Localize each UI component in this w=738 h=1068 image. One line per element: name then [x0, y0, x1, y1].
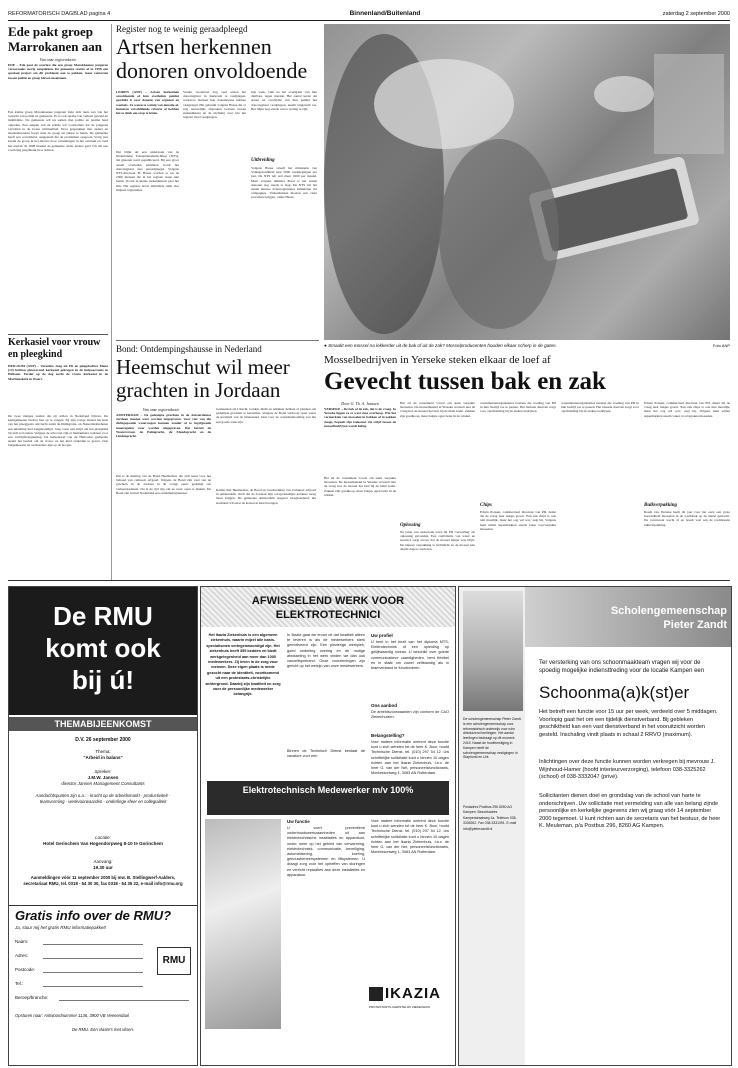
mossel-kicker: Mosselbedrijven in Yerseke steken elkaar de loef af	[324, 354, 551, 366]
rmu-spreker-role: director Jansen Management Consultants	[61, 781, 145, 786]
rmu-aanvang-label: Aanvang:	[93, 859, 113, 864]
masthead-left: REFORMATORISCH DAGBLAD pagina 4	[8, 11, 111, 17]
mossel-subhead-2: Chips	[480, 503, 492, 508]
zandt-body-3: Sollicitanten dienen doel en grondslag van de school van harte te onderschrijven. Uw sollicitatie met vermelding van alle van belang zijnde persoonlijke en kerkelijke gegevens zien wij graag vóór 14 september 2000 tegemoet. U kunt richten aan de secretaris van het bestuur, de heer K. Meuleman, p/a Postbus 296, 8260 AG Kampen.	[539, 793, 721, 830]
photo-credit: Foto ANP	[712, 343, 730, 348]
ikazia-title-2: ELEKTROTECHNICI	[275, 609, 381, 621]
mossel-subhead-1: Oplossing	[400, 523, 421, 528]
mossel-byline: Door G. Th. A. Janssen	[341, 401, 379, 406]
rmu-spreker-label: Spreker:	[94, 769, 112, 774]
photo-caption	[324, 343, 684, 348]
mossel-lead: YERSEKE – De bak of de zak, dat is de vraag. In Yerseke liggen ze er weer mee overhoop. Wie het vermarkten van mosselen in bakken of in zakken slaagt, bepaalt zijn toekomst. De strijd tussen de mosselbedrijven wordt heftig.	[324, 407, 396, 428]
donoren-lead: LEIDEN (ANP) – Artsen herkennen onvoldoende of hun overleden patiënt geschikt is voor donatie van organen en weefsels. Ze weten te weinig van donatie af, hanteren verschillende criteria of hebben het te druk om erop te letten.	[116, 90, 179, 116]
zandt-title: Schoonma(a)k(st)er	[539, 683, 690, 702]
mossel-title: Gevecht tussen bak en zak	[324, 368, 606, 395]
ikazia-profiel: U bent in het bezit van het diploma MTS-Elektrotechniek of een opleiding op gelijkwaardig niveau. U beschikt over goede communicatieve vaardigheden, bent flexibel en in staat om zowel zelfstandig als in teamverband te functioneren.	[371, 640, 449, 671]
marrokanen-body: Een kleine groep Marokkaanse jongeren trekt zich niets aan van het toezicht van politie en gemeente. Er is ook sprake van verbaal geweld en intimidatie. De gemeente wil nu samen met politie en justitie hard optreden. Een aanpak van de politie wil voorkomen dat de jongeren vervallen in de zware criminaliteit. Door gesprekken met ouders en moskeebesturen hoopt men de groep uit elkaar te halen. De gemeente heeft een coördinator aangesteld die de problemen opspoort. Vorig jaar kwam de groep in het nieuws door vernielingen in het centrum en rond het station. In 1998 maakte de gemeente onder andere geld vrij om een voorlopig jeugdhonk in te richten.	[8, 110, 108, 152]
ikazia-header-bg	[201, 587, 455, 627]
donoren-body-d: Volgens Haase streeft het ministerie van Volksgezondheid naar 5000 raadplegingen per jaar. De NTS telt wel meer 1000 per maand. Maar volgens minister Borst is het aantal donoren nog steeds te laag. De NTS wil het aantal nieuwe donorregistraties stimuleren via campagnes. 'Ziekenhuizen moeten een vaste procedure krijgen,' aldus Haase.	[251, 166, 317, 200]
photo-caption-text: Smaakt een mossel na lekkerder uit de bak of uit de zak? Mosselproducenten houden elkaar scherp in de gaten.	[328, 343, 557, 348]
donoren-body-b: Verder verontrust nog veel artsen het donorregister in Kerkrade te raadplegen, waardoor mensen hun donatiewens hebben vastgelegd. Het gebruikt volgens Haase dat er nog nauwelijks afspraken bestaan tussen ziekenhuizen en de stichting over wie het register moet raadplegen.	[183, 90, 246, 120]
donoren-subhead: Uitbreiding	[251, 158, 275, 163]
heemschut-body-a: Dat is de mening van de Bond Heemschut, die zich inzet voor het behoud van cultureel erfgoed. Volgens de Bond zijn veel van de grachten in de Jordaan in de vorige eeuw gedempt om verkeersredenen. Nu is de tijd rijp om ze weer open te maken. De Bond ziet in heel Nederland een ontdempingshausse.	[116, 474, 211, 495]
mossel-photo	[324, 24, 730, 340]
ikazia-bieden: De arbeidsvoorwaarden zijn conform de CAO Ziekenhuizen.	[371, 710, 449, 720]
heemschut-kicker: Bond: Ontdempingshausse in Nederland	[116, 344, 262, 354]
zandt-ad	[458, 586, 732, 1066]
rmu-logo: RMU	[157, 947, 191, 975]
rmu-field-line-2	[43, 972, 143, 973]
rmu-band: THEMABIJEENKOMST	[9, 717, 197, 731]
rmu-form-rule	[9, 905, 197, 906]
rmu-headline-2: komt ook	[45, 633, 161, 663]
ikazia-beleg-label: Belangstelling?	[371, 733, 405, 738]
mossel-body-d2: consumentenorganisaties bestaan die voeding van PD in hun bedrijf toe te passen. Het bestaan daarvan zorgt voor opschudding bij de andere bedrijven.	[561, 401, 639, 414]
rmu-form-sub: Ja, stuur mij het gratis RMU informatiepakket!	[15, 925, 107, 930]
ikazia-profiel-label: Uw profiel	[371, 633, 393, 638]
rmu-field-line-1	[43, 958, 143, 959]
rmu-spreker: J.M.W. Jansen	[87, 775, 119, 780]
masthead-center: Binnenland/Buitenland	[349, 10, 421, 17]
rmu-form-footer-2: De RMU. Een vlaste's met vilsen.	[71, 1027, 134, 1032]
ikazia-title-1: AFWISSELEND WERK VOOR	[251, 595, 405, 607]
mossel-photo-illustration	[324, 24, 730, 340]
rmu-field-line-3	[43, 986, 143, 987]
ikazia-col-a2: Binnen de Technisch Dienst bestaat de vacature voor een	[287, 749, 365, 759]
col-rule-1	[111, 24, 112, 580]
donoren-title: Artsen herkennen donoren onvoldoende	[116, 34, 308, 83]
kerkuil-lead: HEILOOM (ANP) – Veronika Jong uit Eli en pleegdochter Elena (14) hebben gisteravond kerkasiel gekregen in de hulpsacrastie in Heiloom. Eerder op de dag zocht de vrouw kerkasiel in de Martinuskerk in Waert.	[8, 364, 108, 381]
heemschut-body-b: Gemeenten als Utrecht, Leiden, Delft en Alkmaar hebben al plannen om gedempte grachten te herstellen. Volgens de Bond verhoogt open water de kwaliteit van de binnenstad. Ook voor de waterhuishouding zou het een goede zaak zijn.	[216, 407, 316, 424]
heemschut-title: Heemschut wil meer grachten in Jordaan	[116, 355, 290, 402]
marrokanen-byline: Van onze regioredactie	[39, 57, 77, 62]
ikazia-logo: IKAZIA	[385, 985, 441, 1002]
zandt-intro: Ter versterking van ons schoonmaakteam vragen wij voor de spoedig mogelijke indiensttreding voor de locatie Kampen een	[539, 660, 705, 674]
donoren-body-a: Dat blijkt uit een onderzoek van de Nederlandse Transplantatiestichting (NTS), dat gisteren werd gepubliceerd. Bij een groot aantal overleden patiënten wordt het donorregister niet geraadpleegd. Volgens NTS-directeur B. Haase worden er nu de 2500 mensen die in het register staan niet benut. Vooral in kleine ziekenhuizen gaat het mis. Het register bevat inmiddels ruim vier miljoen registraties.	[116, 150, 179, 192]
zandt-header-2: Pieter Zandt	[663, 619, 727, 631]
rmu-locatie-label: Locatie:	[95, 835, 111, 840]
zandt-left-col: De scholengemeenschap Pieter Zandt is een scholengemeenschap voor reformatorisch onderwijs voor ruim drieduizend leerlingen. Het aantal leerlingen bedraagt op dit moment 2415. Naast de hoofdvestiging in Kampen heeft de scholengemeenschap vestigingen in Staphorst en Urk.	[463, 717, 521, 760]
mossel-subhead-3: Bulkverpakking	[644, 503, 678, 508]
kerkuil-body: De twee meisjes zeiden dat zij willen in Nederland blijven. De kerkgemeente besloot hen op te vangen. Zij zijn vorige maand het huis van het pleeggezin ontvlucht nadat de Immigratie- en Naturalisatiedienst een uitzetting had aangekondigd. Jong voert een strijd om het pleegkind bij zich te houden. Volgens de advocaat zijn er humanitaire redenen voor een verblijfsvergunning. De kerkenraad van de Heilooëse gemeente steunt het besluit om de vrouw en het kind onderdak te geven. Ook burgemeester en wethouders zijn op de hoogte.	[8, 414, 108, 448]
rmu-headline-3: bij ú!	[71, 665, 135, 695]
zandt-body-2: Inlichtingen over deze functie kunnen worden verkregen bij mevrouw J. Wijnhoud-Hamer (hoofd interieurverzorging), telefoon 038-3325262 (school) of 038-3332047 (privé).	[539, 759, 715, 781]
mossel-body-c: consumentenorganisaties bestaan die voeding van PD in hun bedrijf toe te passen. Het bestaan daarvan zorgt voor opschudding bij de andere bedrijven.	[480, 401, 556, 414]
ads-top-rule	[8, 580, 730, 581]
mossel-body-a: Het zit de consument vooral om sterk verpakte mosselen. De mosselhandel in Yerseke worstelt met de vraag hoe de mossel het best bij de klant komt. Zakken zijn goedkoop, maar bakjes ogen beter in de winkel.	[324, 476, 396, 497]
heemschut-lead: AMSTERDAM – De gedempte grachten in de Amsterdamse Jordaan moeten weer worden uitgegraven. Voor vier van die dichtgegooide waterwegen kunnen zonder al te ingrijpende maatregelen weer worden uitgegraven. Dat betreft de Westerstraat, de Palmgracht, de Elandsgracht en de Lindengracht.	[116, 413, 211, 439]
left-divider-1	[8, 334, 108, 335]
rmu-thema: "Arbeid in balans"	[83, 755, 123, 760]
rmu-aanvang: 19.30 uur	[93, 865, 113, 870]
zandt-photo	[463, 591, 523, 711]
rmu-field-line-4	[59, 1000, 189, 1001]
ikazia-beleg-2: Voor nadere informatie omtrent deze functie kunt u zich wenden tot de heer K. Buur, hoofd Technische Dienst, tel. (010) 297 54 12. Uw schriftelijke sollicitatie kunt u binnen 10 dagen richten aan het Ikazia Ziekenhuis, t.a.v. de heer G. van der Net, personeelsfunctionaris, Montessoriweg 1, 3083 AN Rotterdam.	[371, 819, 449, 855]
donoren-rule	[116, 340, 319, 341]
ikazia-logo-mark	[369, 987, 383, 1001]
rmu-field-1[interactable]: Adres:	[15, 953, 29, 958]
donoren-kicker: Register nog te weinig geraadpleegd	[116, 24, 248, 34]
ikazia-col-a: In Ikazia gaat we ervan uit dat kwaliteit alleen te leveren is als de medewerkers sterk gemotiveerd zijn. Een plezierige werkplek, goed onderling overleg en de nodige afwisseling in het werk vinden we dan ook vanzelfsprekend. Onze voorzieningen zijn gericht op het welzijn van onze medewerkers.	[287, 633, 365, 669]
rmu-aanmelden: Aanmeldingen vóór 11 september 2000 bij mw. B. Stellingwerf-Aalders, secretariaat RMU, tel. 0318 - 54 30 30, fax 0318 - 54 35 22, e-mail info@rmu.org	[23, 875, 183, 886]
rmu-ad	[8, 586, 198, 1066]
rmu-field-4[interactable]: Beroep/branche:	[15, 995, 49, 1000]
ikazia-beleg: Voor nadere informatie omtrent deze functie kunt u zich wenden tot de heer K. Buur, hoofd Technische Dienst, tel. (010) 297 54 12. Uw schriftelijke sollicitatie kunt u binnen 10 dagen richten aan het Ikazia Ziekenhuis, t.a.v. de heer G. van der Net, personeelsfunctionaris, Montessoriweg 1, 3083 AN Rotterdam.	[371, 740, 449, 776]
mossel-body-e: Roem van Yerseke heeft dit jaar voor het eerst een grote hoeveelheid mosselen in de 2-kilobak op de markt gebracht. De concurrent wacht af en houdt vast aan de traditionele bulkverpakking.	[644, 510, 730, 527]
ikazia-photo	[205, 819, 281, 1029]
rmu-hero	[9, 587, 197, 715]
zandt-header	[525, 587, 731, 647]
rmu-form-title: Gratis info over de RMU?	[15, 908, 172, 923]
marrokanen-lead: EDE – Ede gaat de overlast die een groep Marokkaanse jongeren veroorzaakt stevig aanpakken. De gemeente startte al in 1998 een speciaal project om dit probleem aan te pakken, maar contacten tussen politie en groep bleven moeizaam.	[8, 63, 108, 80]
ikazia-bieden-label: Ons aanbod	[371, 703, 398, 708]
rmu-locatie: Hotel Gerinchem Van Hogendorpweg 8-10 te Gorinchem	[43, 841, 163, 846]
heemschut-body-c: Kamer met Heemschut, de Bond ter bescherming van Cultureel erfgoed in Amsterdam, vindt dat de Jordaan zijn oorspronkelijke karakter terug moet krijgen. De gemeente Amsterdam reageert terughoudend; het stadsdeel wil eerst de kosten in kaart brengen.	[216, 488, 316, 505]
rmu-form-footer: Opsturen naar: Antwoordnummer 1136, 3900 VB Veenendaal	[15, 1013, 129, 1018]
ikazia-func: U voert preventieve onderhoudswerkzaamheden uit aan elektrotechnische installaties en apparatuur, onder meer op het gebied van verwarming, elektrotechniek, communicatie, beveiliging, automatisering, koeling, gebouwbeheersystemen en liftsystemen. U draagt zorg voor het opheffen van storingen en verricht reparaties aan deze installaties en apparatuur.	[287, 826, 365, 877]
heemschut-byline: Van onze regioredactie	[142, 407, 180, 412]
mossel-body-e-top: Edwin Ponsen, commercieel directeur van PD, denkt dat de vraag naar bakjes groeit. 'Een zak chips is ook niet moeilijk, maar het oog wil wat,' zegt hij. Volgens hem willen supermarkten steeds vaker voorverpakte mosselen.	[644, 401, 730, 418]
zandt-body-1: Het betreft een functie voor 15 uur per week, verdeeld over 5 middagen. Voorlopig gaat het om een tijdelijk dienstverband. Bij gebleken geschiktheid kan een vast dienstverband in het vooruitzicht worden gesteld. Inschaling vindt plaats in schaal 2 RRVO (maximum).	[539, 709, 718, 738]
masthead-right: zaterdag 2 september 2000	[662, 11, 730, 17]
rmu-field-2[interactable]: Postcode:	[15, 967, 36, 972]
ikazia-func-label: Uw functie	[287, 819, 310, 824]
marrokanen-title: Ede pakt groep Marrokanen aan	[8, 24, 103, 54]
mossel-body-b: Na jaren van onderzoek werd bij PD 'vervuiling' als oplossing gevonden. Een combinatie van water en zuurstof zorgt ervoor dat de mossel langer vers blijft. De nieuwe verpakking is luchtdicht en de mossel kan daarin dagen overleven.	[400, 530, 475, 551]
rmu-date: D.V. 26 september 2000	[75, 737, 131, 743]
ikazia-band: Elektrotechnisch Medewerker m/v 100%	[207, 781, 449, 815]
rmu-field-0[interactable]: Naam:	[15, 939, 29, 944]
mossel-body-d: Edwin Ponsen, commercieel directeur van PD, denkt dat de vraag naar bakjes groeit. 'Een zak chips is ook niet moeilijk, maar het oog wil wat,' zegt hij. Volgens hem willen supermarkten steeds vaker voorverpakte mosselen.	[480, 510, 556, 531]
photo-caption-bullet-icon: ●	[324, 343, 329, 348]
rmu-topics: Aandachtspunten zijn o.a.: - kracht op de arbeidsmarkt - productiviteit - teamvorming - werkvoorwaarden - onderlinge sfeer en collegialiteit	[35, 793, 171, 804]
masthead-rule	[8, 20, 730, 21]
rmu-headline-1: De RMU	[53, 601, 153, 631]
rmu-thema-label: Thema:	[95, 749, 111, 754]
ikazia-sidebar-text: Het Ikazia Ziekenhuis is een algemeen ziekenhuis, waarin mijzel alle basis-specialismen vertegenwoordigd zijn. Het ziekenhuis heeft 359 bedden en biedt werkgelegenheid aan meer dan 1000 medewerkers. Zij leven in de zorg voor mensen. Deze eigen plaats is mede gezocht naar de identiteit, voortkomend uit een protestants-christelijke achtergrond. Daarbij zijn kwaliteit en zorg voor de persoonlijke medewerker belangrijk.	[205, 633, 281, 697]
ikazia-logo-sub: PROTESTANTS-CHRISTELIJK ZIEKENHUIS	[369, 1005, 430, 1009]
zandt-header-1: Scholengemeenschap	[610, 605, 727, 617]
donoren-body-c: zijn vaak, vlak na het overlijden van hun dierbare, tegen donatie. Het aantal keren dat artsen na overlijden van hun patiënt het donorregister raadplegen, neemt langzaam toe. Het blijkt nog steeds van te weinig te zijn.	[251, 90, 317, 111]
zandt-left-addr: Postadres Postbus 296 8260 AG Kampen. Bezoekadres Kamperstraatweg 1a. Telefoon 038-3335262. Fax 038-3331391. E-mail info@pieterzandt.nl	[463, 805, 517, 831]
ikazia-ad	[200, 586, 456, 1066]
kerkuil-title: Kerkasiel voor vrouw en pleegkind	[8, 337, 101, 360]
rmu-field-line-0	[43, 944, 143, 945]
rmu-field-3[interactable]: Tel.:	[15, 981, 24, 986]
mossel-body-b-top: Het zit de consument vooral om sterk verpakte mosselen. De mosselhandel in Yerseke worstelt met de vraag hoe de mossel het best bij de klant komt. Zakken zijn goedkoop, maar bakjes ogen beter in de winkel.	[400, 401, 475, 418]
